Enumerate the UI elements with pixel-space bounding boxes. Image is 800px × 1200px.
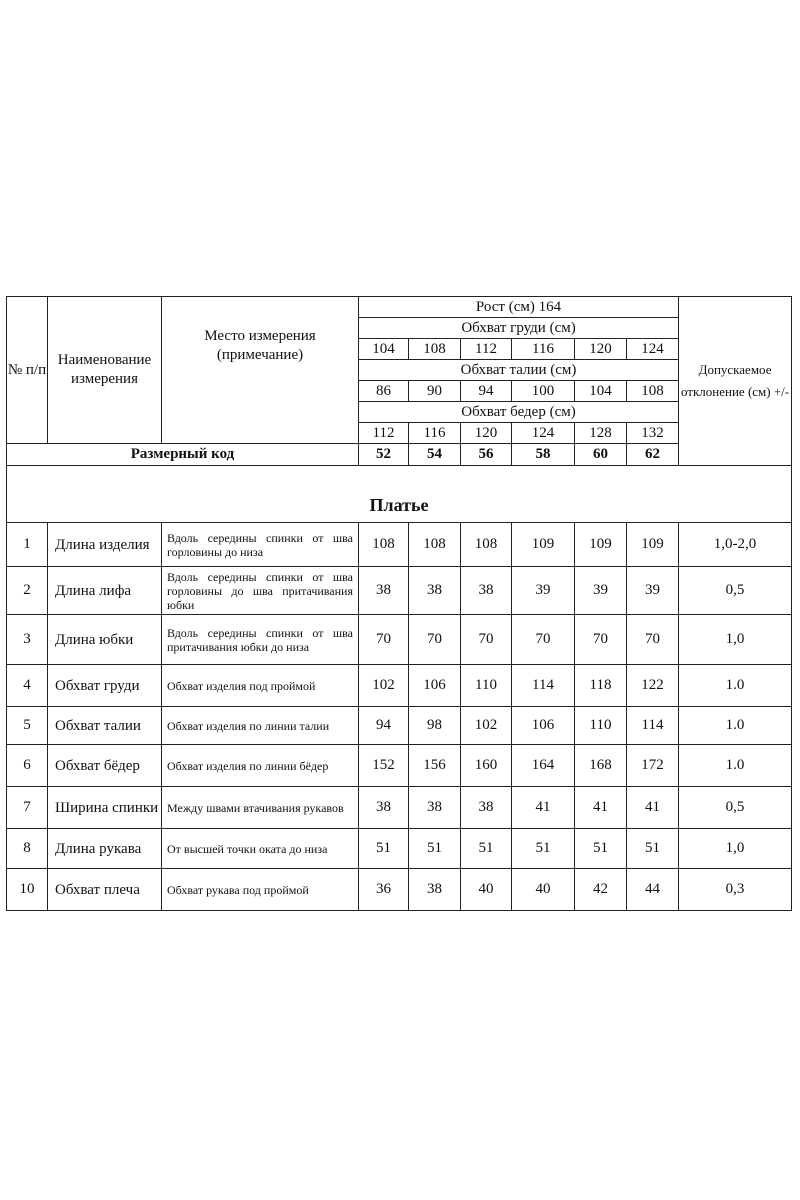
measurement-value: 122 bbox=[627, 665, 679, 707]
row-number: 5 bbox=[7, 707, 48, 745]
measurement-value: 110 bbox=[461, 665, 512, 707]
measurement-value: 160 bbox=[461, 745, 512, 787]
measurement-place: Обхват изделия по линии бёдер bbox=[162, 745, 359, 787]
measurement-value: 36 bbox=[359, 869, 409, 911]
measurement-value: 70 bbox=[627, 615, 679, 665]
measurement-value: 41 bbox=[575, 787, 627, 829]
table-row bbox=[7, 615, 792, 665]
chest-value: 116 bbox=[512, 339, 575, 360]
hips-value: 132 bbox=[627, 423, 679, 444]
tolerance-value: 1.0 bbox=[679, 665, 792, 707]
table-row bbox=[7, 665, 792, 707]
measurement-value: 38 bbox=[409, 869, 461, 911]
measurement-value: 114 bbox=[627, 707, 679, 745]
size-code: 52 bbox=[359, 444, 409, 466]
measurement-value: 39 bbox=[512, 567, 575, 615]
tolerance-value: 1.0 bbox=[679, 707, 792, 745]
chest-label: Обхват груди (см) bbox=[359, 318, 679, 339]
tolerance-value: 1,0 bbox=[679, 615, 792, 665]
measurement-value: 38 bbox=[409, 567, 461, 615]
measurement-name: Длина изделия bbox=[48, 523, 162, 567]
tolerance-value: 1,0 bbox=[679, 829, 792, 869]
size-code-label: Размерный код bbox=[7, 444, 359, 466]
measurement-value: 94 bbox=[359, 707, 409, 745]
measurement-value: 44 bbox=[627, 869, 679, 911]
measurement-value: 70 bbox=[512, 615, 575, 665]
measurement-value: 102 bbox=[359, 665, 409, 707]
table-row bbox=[7, 787, 792, 829]
measurement-value: 51 bbox=[575, 829, 627, 869]
measurement-value: 70 bbox=[461, 615, 512, 665]
measurement-value: 51 bbox=[461, 829, 512, 869]
size-code-row bbox=[7, 444, 792, 466]
measurement-value: 106 bbox=[409, 665, 461, 707]
hips-label: Обхват бедер (см) bbox=[359, 402, 679, 423]
table-row bbox=[7, 567, 792, 615]
chest-value: 112 bbox=[461, 339, 512, 360]
waist-value: 108 bbox=[627, 381, 679, 402]
measurement-value: 41 bbox=[627, 787, 679, 829]
waist-label: Обхват талии (см) bbox=[359, 360, 679, 381]
row-number: 8 bbox=[7, 829, 48, 869]
measurement-place: Между швами втачивания рукавов bbox=[162, 787, 359, 829]
row-number: 2 bbox=[7, 567, 48, 615]
chest-value: 124 bbox=[627, 339, 679, 360]
measurement-place: Обхват рукава под проймой bbox=[162, 869, 359, 911]
name-column-header: Наименование измерения bbox=[48, 297, 162, 444]
measurement-value: 39 bbox=[575, 567, 627, 615]
measurement-value: 109 bbox=[512, 523, 575, 567]
measurement-value: 102 bbox=[461, 707, 512, 745]
hips-value: 124 bbox=[512, 423, 575, 444]
measurement-value: 38 bbox=[409, 787, 461, 829]
measurement-place: Обхват изделия по линии талии bbox=[162, 707, 359, 745]
size-code: 60 bbox=[575, 444, 627, 466]
row-number: 3 bbox=[7, 615, 48, 665]
measurement-place: Вдоль середины спинки от шва горловины до шва притачивания юбки bbox=[162, 567, 359, 615]
row-number: 4 bbox=[7, 665, 48, 707]
measurement-name: Обхват груди bbox=[48, 665, 162, 707]
measurement-place: Вдоль середины спинки от шва притачивания юбки до низа bbox=[162, 615, 359, 665]
table-row bbox=[7, 829, 792, 869]
measurement-value: 108 bbox=[409, 523, 461, 567]
measurement-value: 70 bbox=[359, 615, 409, 665]
chest-value: 108 bbox=[409, 339, 461, 360]
waist-value: 86 bbox=[359, 381, 409, 402]
measurement-name: Длина юбки bbox=[48, 615, 162, 665]
chest-value: 104 bbox=[359, 339, 409, 360]
tolerance-value: 1.0 bbox=[679, 745, 792, 787]
measurement-value: 114 bbox=[512, 665, 575, 707]
measurement-value: 40 bbox=[512, 869, 575, 911]
row-number: 6 bbox=[7, 745, 48, 787]
measurement-name: Ширина спинки bbox=[48, 787, 162, 829]
measurement-value: 51 bbox=[627, 829, 679, 869]
measurement-value: 38 bbox=[461, 567, 512, 615]
tolerance-value: 0,5 bbox=[679, 787, 792, 829]
table-row bbox=[7, 523, 792, 567]
measurement-value: 40 bbox=[461, 869, 512, 911]
size-code: 56 bbox=[461, 444, 512, 466]
row-number: 7 bbox=[7, 787, 48, 829]
tolerance-value: 0,3 bbox=[679, 869, 792, 911]
measurement-value: 168 bbox=[575, 745, 627, 787]
measurement-place: Вдоль середины спинки от шва горловины до низа bbox=[162, 523, 359, 567]
measurement-value: 41 bbox=[512, 787, 575, 829]
measurement-name: Длина лифа bbox=[48, 567, 162, 615]
waist-value: 94 bbox=[461, 381, 512, 402]
measurement-name: Длина рукава bbox=[48, 829, 162, 869]
waist-value: 104 bbox=[575, 381, 627, 402]
measurement-value: 164 bbox=[512, 745, 575, 787]
measurement-value: 109 bbox=[627, 523, 679, 567]
measurement-value: 106 bbox=[512, 707, 575, 745]
measurement-value: 51 bbox=[512, 829, 575, 869]
measurement-value: 42 bbox=[575, 869, 627, 911]
waist-value: 90 bbox=[409, 381, 461, 402]
size-code: 54 bbox=[409, 444, 461, 466]
tolerance-value: 1,0-2,0 bbox=[679, 523, 792, 567]
hips-value: 120 bbox=[461, 423, 512, 444]
measurement-value: 110 bbox=[575, 707, 627, 745]
measurement-value: 38 bbox=[359, 787, 409, 829]
measurement-name: Обхват плеча bbox=[48, 869, 162, 911]
size-table bbox=[6, 296, 792, 911]
measurement-value: 109 bbox=[575, 523, 627, 567]
chest-value: 120 bbox=[575, 339, 627, 360]
measurement-value: 118 bbox=[575, 665, 627, 707]
row-number: 1 bbox=[7, 523, 48, 567]
height-label: Рост (см) 164 bbox=[359, 297, 679, 318]
waist-value: 100 bbox=[512, 381, 575, 402]
measurement-value: 38 bbox=[359, 567, 409, 615]
measurement-value: 152 bbox=[359, 745, 409, 787]
tolerance-value: 0,5 bbox=[679, 567, 792, 615]
size-code: 58 bbox=[512, 444, 575, 466]
measurement-place: От высшей точки оката до низа bbox=[162, 829, 359, 869]
measurement-value: 38 bbox=[461, 787, 512, 829]
measurement-value: 51 bbox=[359, 829, 409, 869]
hips-value: 112 bbox=[359, 423, 409, 444]
measurement-value: 70 bbox=[409, 615, 461, 665]
table-row bbox=[7, 745, 792, 787]
measurement-place: Обхват изделия под проймой bbox=[162, 665, 359, 707]
row-number: 10 bbox=[7, 869, 48, 911]
measurement-name: Обхват талии bbox=[48, 707, 162, 745]
hips-value: 116 bbox=[409, 423, 461, 444]
measurement-name: Обхват бёдер bbox=[48, 745, 162, 787]
tolerance-column-header: Допускаемое отклонение (см) +/- bbox=[679, 297, 792, 466]
measurement-value: 108 bbox=[359, 523, 409, 567]
measurement-value: 172 bbox=[627, 745, 679, 787]
table-row bbox=[7, 869, 792, 911]
measurement-value: 108 bbox=[461, 523, 512, 567]
measurement-value: 51 bbox=[409, 829, 461, 869]
size-code: 62 bbox=[627, 444, 679, 466]
measurement-value: 70 bbox=[575, 615, 627, 665]
hips-value: 128 bbox=[575, 423, 627, 444]
num-column-header: № п/п bbox=[7, 297, 48, 444]
measurement-value: 39 bbox=[627, 567, 679, 615]
place-column-header: Место измерения (примечание) bbox=[162, 297, 359, 444]
measurement-value: 98 bbox=[409, 707, 461, 745]
section-title: Платье bbox=[7, 466, 792, 523]
table-row bbox=[7, 707, 792, 745]
measurement-value: 156 bbox=[409, 745, 461, 787]
